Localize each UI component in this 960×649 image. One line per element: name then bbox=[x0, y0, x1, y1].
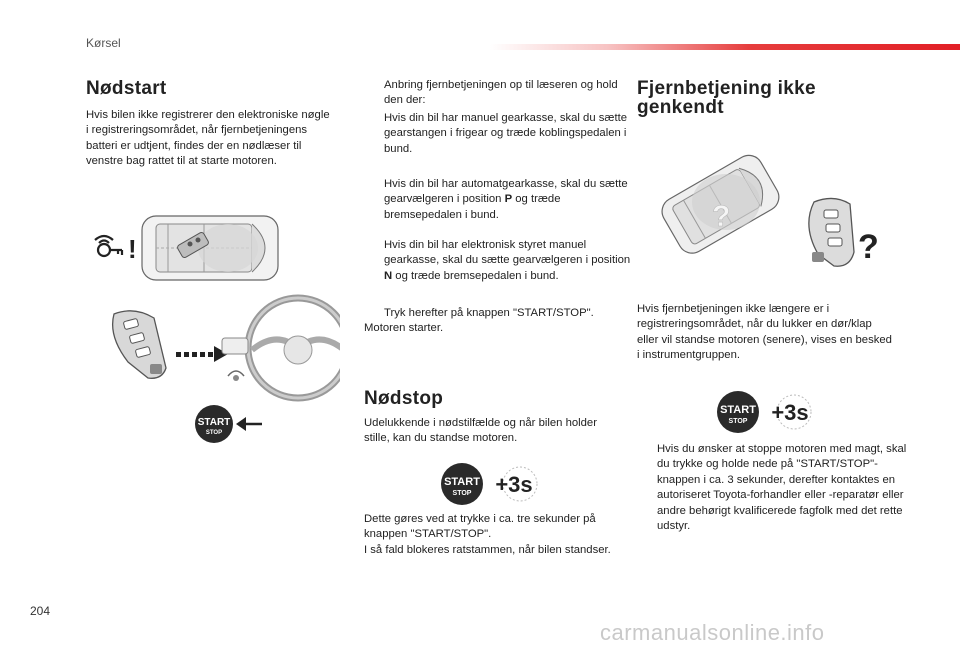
bullet-text: Hvis din bil har automatgearkasse, skal du sætte gearvælgeren i position bbox=[384, 178, 628, 206]
start-label: START bbox=[720, 404, 756, 416]
stop-label: STOP bbox=[205, 430, 223, 436]
gear-position-n: N bbox=[384, 269, 393, 282]
engine-starts-text: Motoren starter. bbox=[364, 322, 444, 334]
emergency-start-intro: Hvis bilen ikke registrerer den elektroniske nøgle i registreringsområdet, når fjernbetjeningens batteri er udtjent, findes der en nødlæser til venstre bag rattet til at starte motoren. bbox=[86, 109, 330, 168]
question-mark: ? bbox=[858, 228, 879, 266]
start-stop-hold-icon bbox=[716, 390, 816, 434]
car-not-detected-image bbox=[648, 148, 788, 268]
title-remote-not-recognized-2: genkendt bbox=[637, 97, 724, 118]
header-rule bbox=[490, 44, 960, 50]
key-fob-image bbox=[104, 306, 174, 382]
bullet-text: Tryk herefter på knappen "START/STOP". bbox=[384, 307, 594, 319]
title-emergency-stop: Nødstop bbox=[364, 388, 444, 409]
stop-label: STOP bbox=[452, 490, 472, 497]
title-emergency-start: Nødstart bbox=[86, 78, 167, 99]
start-label: START bbox=[197, 417, 231, 428]
start-label: START bbox=[444, 476, 480, 488]
key-fob-unknown-image bbox=[798, 196, 888, 272]
remote-not-recognized-text: Hvis fjernbetjeningen ikke længere er i registreringsområdet, når du lukker en dør/klap eller vil standse motoren (senere), vises en besked i instrumentgruppen. bbox=[637, 303, 892, 362]
bullet-text: Hvis din bil har manuel gearkasse, skal du sætte gearstangen i frigear og træde koblingspedalen i bund. bbox=[384, 112, 627, 155]
bullet-automatic-gearbox bbox=[364, 177, 632, 223]
key-warning-icon bbox=[92, 228, 142, 264]
gear-position-p: P bbox=[504, 193, 513, 206]
emergency-stop-intro: Udelukkende i nødstilfælde og når bilen holder stille, kan du standse motoren. bbox=[364, 417, 597, 445]
page-number: 204 bbox=[30, 604, 51, 618]
question-mark: ? bbox=[712, 200, 731, 233]
bullet-force-stop bbox=[637, 442, 907, 534]
bullet-press-start-stop bbox=[364, 306, 634, 321]
title-remote-not-recognized-1: Fjernbetjening ikke bbox=[637, 78, 816, 99]
bullet-hold-remote bbox=[364, 78, 632, 109]
bullet-electronic-gearbox bbox=[364, 238, 634, 284]
warning-mark: ! bbox=[128, 234, 137, 264]
bullet-text: Anbring fjernbetjeningen op til læseren og hold den der: bbox=[384, 79, 618, 107]
steering-lock-note: I så fald blokeres ratstammen, når bilen standser. bbox=[364, 544, 611, 556]
start-stop-button-icon bbox=[194, 404, 234, 444]
press-arrow-icon bbox=[234, 414, 264, 434]
steering-wheel-image bbox=[216, 290, 340, 406]
stop-label: STOP bbox=[728, 418, 748, 425]
bullet-text: og træde bremsepedalen i bund. bbox=[384, 193, 561, 221]
start-stop-hold-icon bbox=[440, 462, 540, 506]
hold-3s-label: +3s bbox=[771, 400, 809, 425]
section-label: Kørsel bbox=[86, 36, 121, 50]
hold-3s-label: +3s bbox=[495, 472, 533, 497]
watermark: carmanualsonline.info bbox=[600, 620, 825, 645]
stop-instruction: Dette gøres ved at trykke i ca. tre sekunder på knappen "START/STOP". bbox=[364, 513, 596, 541]
car-top-view-image bbox=[138, 210, 284, 286]
bullet-text: Hvis din bil har elektronisk styret manuel gearkasse, skal du sætte gearvælgeren i position bbox=[384, 239, 631, 267]
bullet-text: Hvis du ønsker at stoppe motoren med magt, skal du trykke og holde nede på "START/STOP"-knappen i ca. 3 sekunder, derefter kontaktes en autoriseret Toyota-forhandler eller -reparatør eller andre behørigt kvalificerede fagfolk med det rette udstyr. bbox=[657, 443, 907, 533]
bullet-manual-gearbox bbox=[364, 111, 632, 157]
bullet-text: og træde bremsepedalen i bund. bbox=[392, 269, 559, 282]
